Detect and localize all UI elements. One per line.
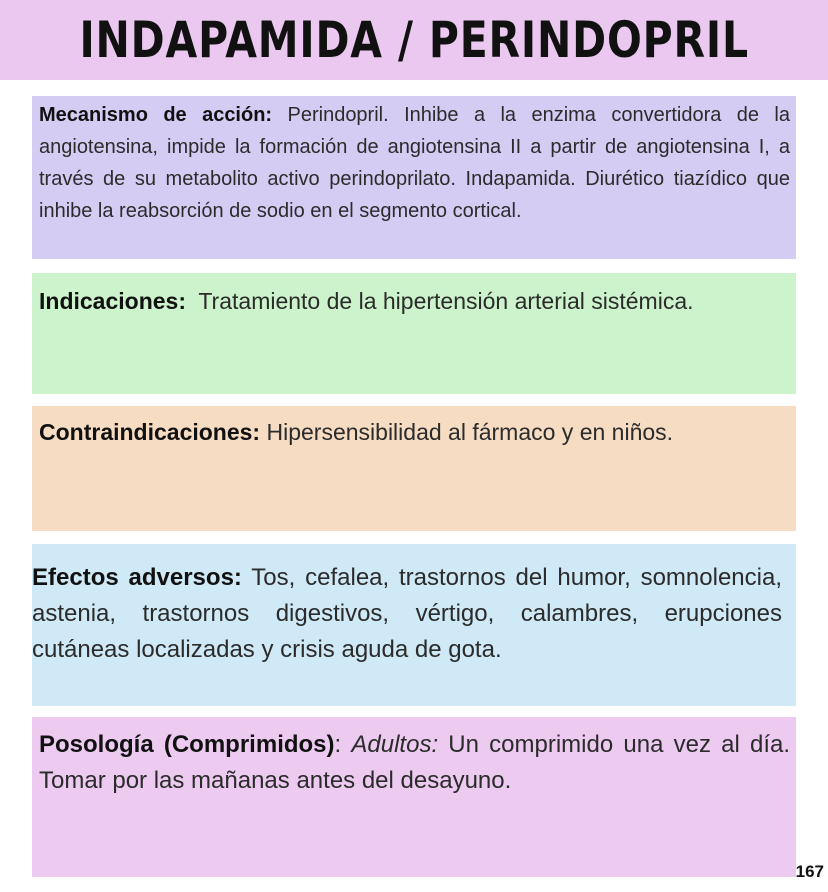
page-number: 167	[795, 862, 824, 881]
mecanismo-text: Perindopril. Inhibe a la enzima convertidora de la angiotensina, impide la formación de angiotensina II a partir de angiotensina I, a través de su metabolito activo perindoprilato. Indapamida. Diurético tiazídico que inhibe la reabsorción de sodio en el segmento cortical.	[39, 104, 790, 222]
posologia-sublabel: Adultos:	[351, 731, 439, 758]
indicaciones-section	[32, 273, 796, 394]
indicaciones-label: Indicaciones:	[39, 288, 186, 314]
mecanismo-section	[32, 96, 796, 259]
efectos-label: Efectos adversos:	[32, 564, 242, 591]
posologia-text: Un comprimido una vez al día. Tomar por las mañanas antes del desayuno.	[39, 731, 791, 794]
mecanismo-label: Mecanismo de acción:	[39, 104, 273, 126]
indicaciones-paragraph	[39, 283, 790, 319]
mecanismo-paragraph	[39, 99, 790, 227]
posologia-colon: :	[334, 731, 342, 758]
efectos-section	[32, 544, 796, 706]
indicaciones-text: Tratamiento de la hipertensión arterial sistémica.	[198, 288, 694, 314]
posologia-paragraph	[39, 727, 790, 799]
contraindicaciones-label: Contraindicaciones:	[39, 419, 261, 445]
efectos-text: Tos, cefalea, trastornos del humor, somnolencia, astenia, trastornos digestivos, vértigo, calambres, erupciones cutáneas localizadas y crisis aguda de gota.	[32, 564, 782, 663]
page-title: INDAPAMIDA / PERINDOPRIL	[79, 11, 749, 69]
contraindicaciones-paragraph	[39, 414, 790, 450]
contraindicaciones-section	[32, 406, 796, 531]
contraindicaciones-text: Hipersensibilidad al fármaco y en niños.	[266, 419, 674, 445]
title-banner	[0, 0, 828, 80]
posologia-label: Posología (Comprimidos)	[39, 731, 335, 758]
efectos-paragraph	[32, 560, 782, 668]
posologia-section	[32, 717, 796, 877]
